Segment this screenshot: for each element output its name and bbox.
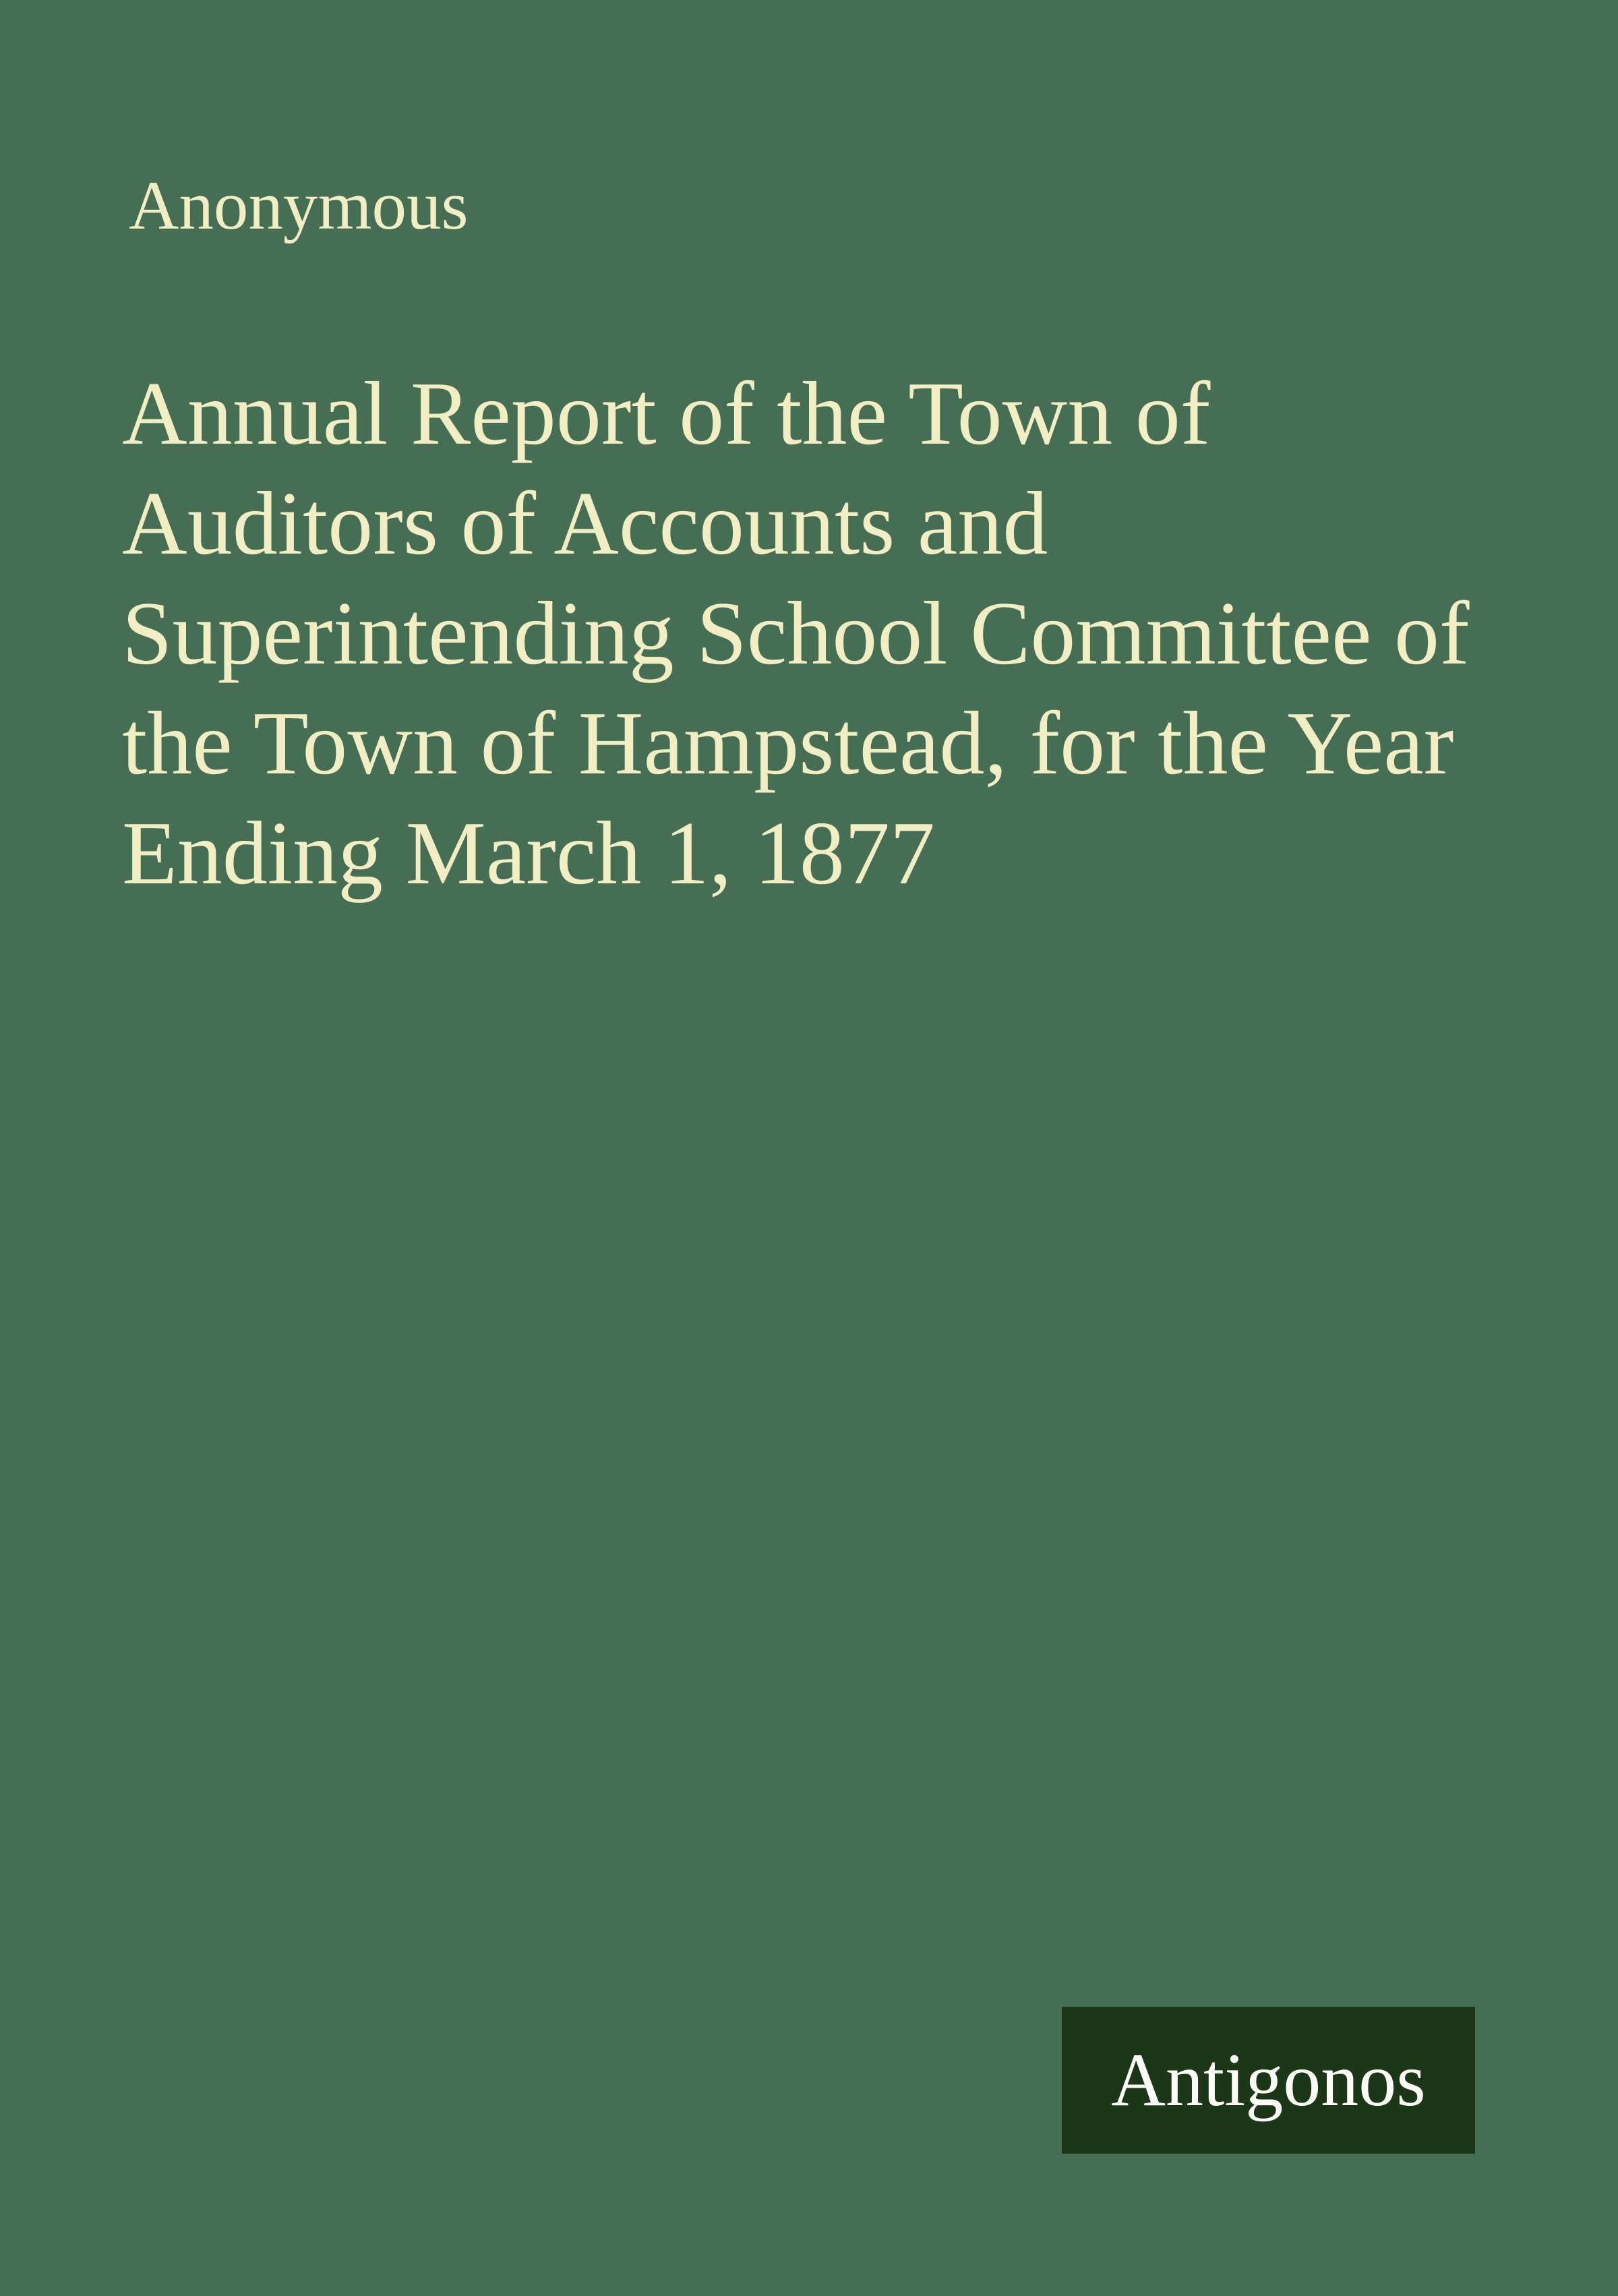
title-line-4: the Town of Hampstead, for the Year	[122, 693, 1454, 793]
publisher-box	[1062, 2007, 1475, 2154]
publisher-name: Antigonos	[1111, 2038, 1426, 2122]
book-title	[122, 359, 1470, 908]
title-line-5: Ending March 1, 1877	[122, 803, 935, 903]
title-line-1: Annual Report of the Town of	[122, 363, 1211, 463]
title-line-3: Superintending School Committee of	[122, 583, 1470, 683]
title-line-2: Auditors of Accounts and	[122, 473, 1048, 573]
author-name: Anonymous	[129, 167, 469, 244]
